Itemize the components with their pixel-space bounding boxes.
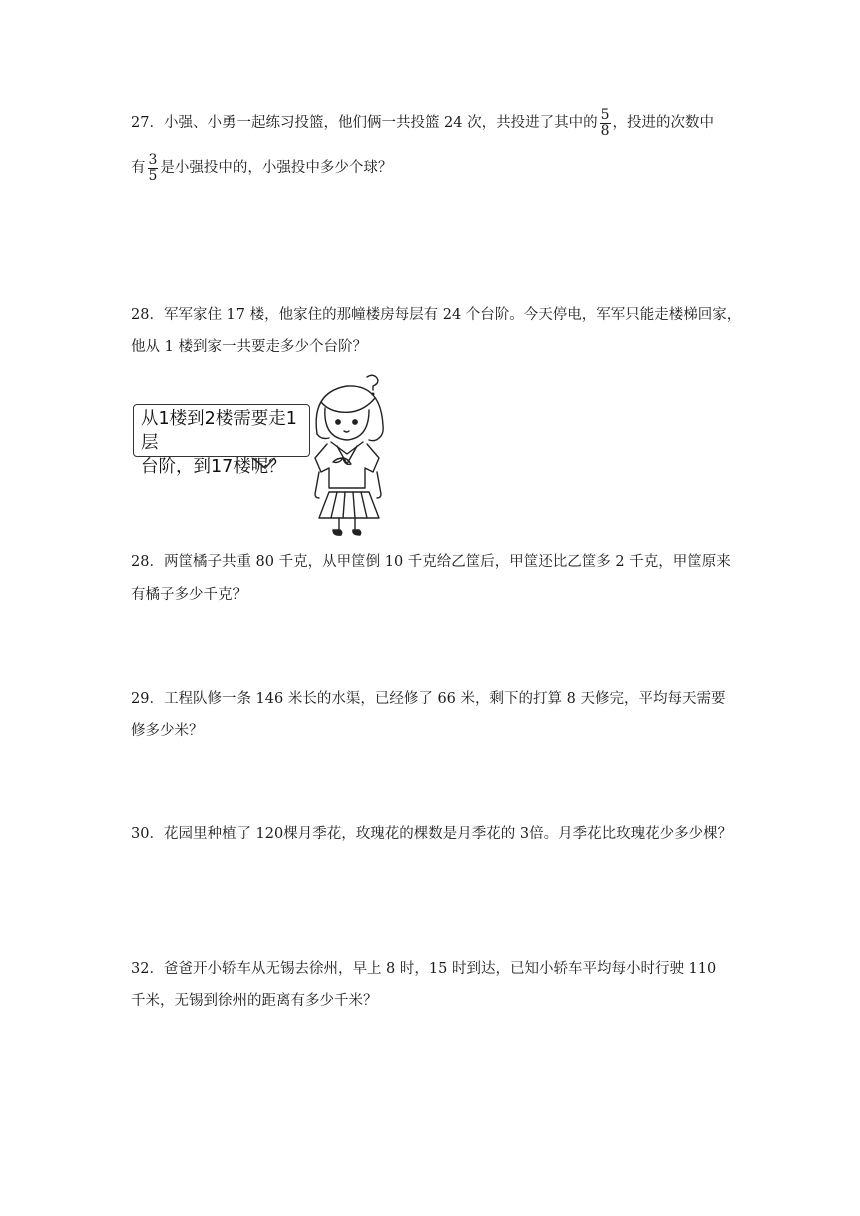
fraction-denominator: 8 <box>600 122 610 139</box>
fraction-five-eighths <box>600 108 611 138</box>
question-line-1: 30．花园里种植了 120棵月季花，玫瑰花的棵数是月季花的 3倍。月季花比玫瑰花少多少棵？ <box>131 826 733 842</box>
fraction-three-fifths <box>148 153 159 183</box>
question-27-line-1 <box>131 108 714 138</box>
question-line-1: 28．军军家住 17 楼，他家住的那幢楼房每层有 24 个台阶。今天停电，军军只能走楼梯回家， <box>131 307 742 323</box>
question-line-2: 他从 1 楼到家一共要走多少个台阶？ <box>131 339 367 355</box>
question-line-1: 28．两筐橘子共重 80 千克，从甲筐倒 10 千克给乙筐后，甲筐还比乙筐多 2 千克，甲筐原来 <box>131 554 731 570</box>
question-27-line-2 <box>131 153 392 183</box>
question-line-1: 29．工程队修一条 146 米长的水渠，已经修了 66 米，剩下的打算 8 天修完，平均每天需要 <box>131 691 726 707</box>
question-line-1: 32．爸爸开小轿车从无锡去徐州，早上 8 时，15 时到达，已知小轿车平均每小时行驶 110 <box>131 961 717 977</box>
question-line-2: 千米，无锡到徐州的距离有多少千米？ <box>131 993 378 1009</box>
question-text: 有 <box>131 160 146 177</box>
question-text: 27．小强、小勇一起练习投篮，他们俩一共投篮 24 次，共投进了其中的 <box>131 115 598 132</box>
speech-bubble-line-1: 从1楼到2楼需要走1层 <box>141 409 297 453</box>
fraction-numerator: 5 <box>600 107 610 123</box>
fraction-numerator: 3 <box>148 152 158 168</box>
speech-bubble-line-2: 台阶，到17楼呢？ <box>141 457 286 477</box>
fraction-denominator: 5 <box>148 167 158 184</box>
question-text: ，投进的次数中 <box>612 115 715 132</box>
question-line-2: 修多少米？ <box>131 723 204 739</box>
girl-illustration <box>255 372 405 537</box>
question-text: 是小强投中的，小强投中多少个球？ <box>160 160 393 177</box>
question-line-2: 有橘子多少千克？ <box>131 587 247 603</box>
